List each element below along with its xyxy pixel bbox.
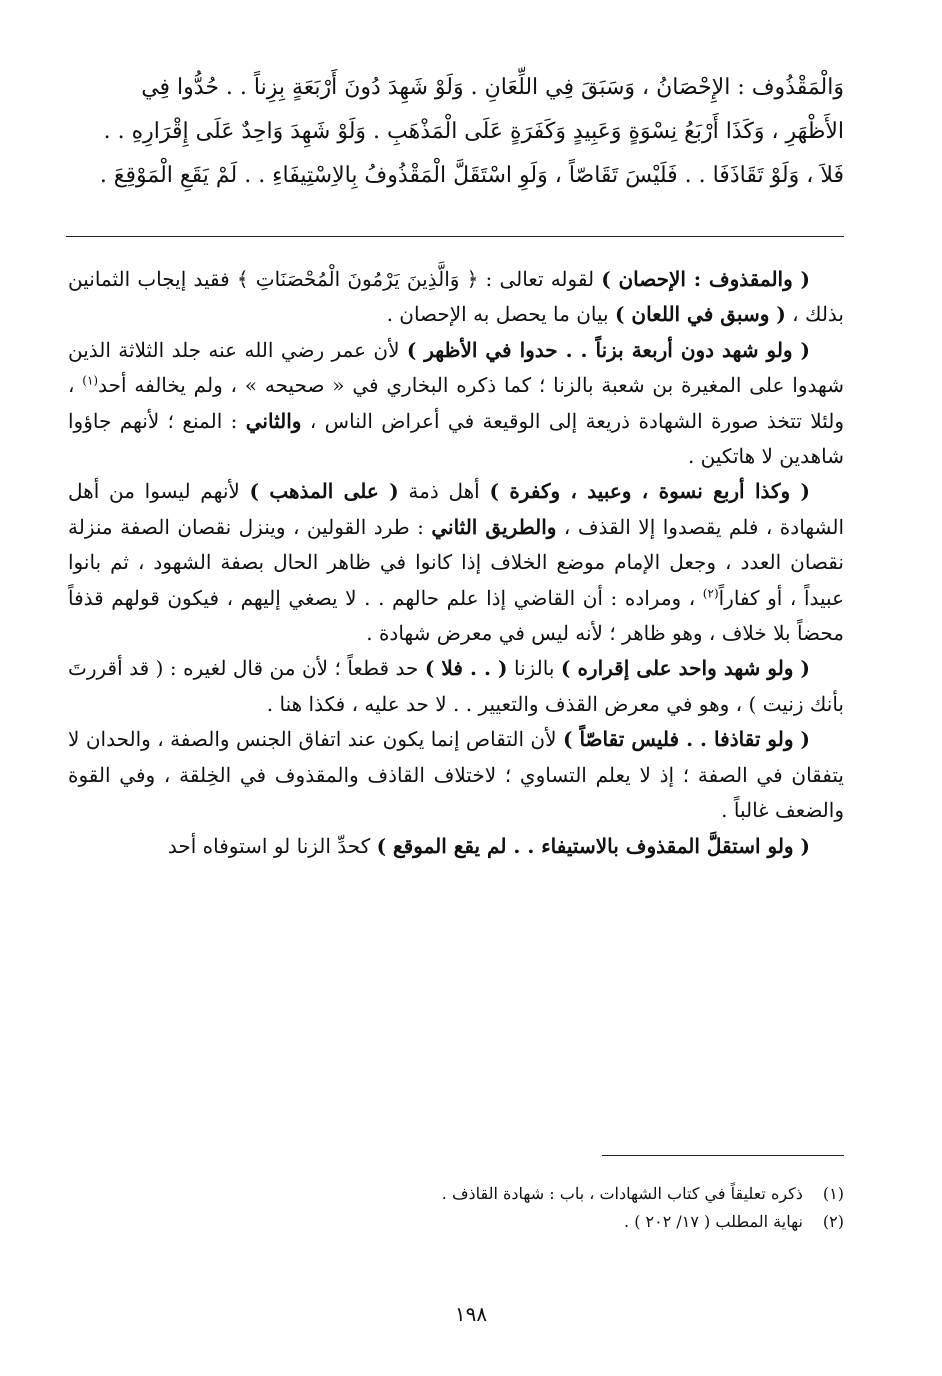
commentary-span: حد قطعاً ؛ لأن من قال لغيره : ( قد أقررتَ بأنك زنيت ) ، وهو في معرض القذف والتعيير . . لا حد عليه ، فكذا هنا . <box>68 656 844 716</box>
commentary-span: لقوله تعالى : ﴿ وَالَّذِينَ يَرْمُونَ الْمُحْصَنَاتِ ﴾ فقيد إيجاب الثمانين بذلك ، <box>68 267 844 327</box>
footnote-text: نهاية المطلب ( ١٧/ ٢٠٢ ) . <box>624 1212 803 1231</box>
quoted-matn: ( . . فلا ) <box>424 656 508 681</box>
quoted-matn: ( على المذهب ) <box>249 479 399 504</box>
separator-rule <box>66 236 844 237</box>
commentary-span: ، ولئلا تتخذ صورة الشهادة ذريعة إلى الوقيعة في أعراض الناس ، <box>68 373 845 433</box>
quoted-matn: ( ولو تقاذفا . . فليس تقاصّاً ) <box>562 727 810 752</box>
footnote-marker: (٢) <box>702 586 719 600</box>
footnote-separator <box>602 1155 844 1156</box>
quoted-matn: ( ولو شهد دون أربعة بزناً . . حدوا في الأظهر ) <box>406 337 810 362</box>
commentary-span: كحدِّ الزنا لو استوفاه أحد <box>167 833 377 858</box>
commentary-paragraph <box>68 651 844 722</box>
footnote <box>68 1208 844 1236</box>
commentary-paragraph <box>68 474 844 651</box>
footnote-number: (٢) <box>822 1212 844 1231</box>
quoted-matn: ( وكذا أربع نسوة ، وعبيد ، وكفرة ) <box>489 479 811 504</box>
commentary-paragraph <box>68 333 844 475</box>
matn-text <box>68 66 844 198</box>
commentary-span: لأنهم ليسوا من أهل الشهادة ، فلم يقصدوا إلا القذف ، <box>68 479 844 539</box>
footnote-marker: (١) <box>82 373 99 388</box>
quoted-matn: ( ولو شهد واحد على إقراره ) <box>560 656 810 681</box>
quoted-matn: ( وسبق في اللعان ) <box>614 302 786 327</box>
commentary-span: أهل ذمة <box>398 479 490 504</box>
commentary-span: لأن التقاص إنما يكون عند اتفاق الجنس والصفة ، والحدان لا يتفقان في الصفة ؛ إذ لا يعلم التساوي ؛ لاختلاف القاذف والمقذوف في الخِلقة ، وفي القوة والضعف غالباً . <box>68 727 844 823</box>
matn-line: فَلاَ ، وَلَوْ تَقَاذَفَا . . فَلَيْسَ تَقَاصّاً ، وَلَوِ اسْتَقَلَّ الْمَقْذُوفُ بِالاِسْتِيفَاءِ . . لَمْ يَقَعِ الْمَوْقِعَ . <box>99 163 844 188</box>
bold-term: والطريق الثاني <box>431 514 557 539</box>
commentary-paragraph <box>68 722 844 828</box>
commentary-span: بيان ما يحصل به الإحصان . <box>386 302 615 327</box>
commentary-paragraph <box>68 829 844 864</box>
footnote-number: (١) <box>822 1184 844 1203</box>
commentary-span: ، ومراده : أن القاضي إذا علم حالهم . . لا يصغي إليهم ، فيكون قولهم قذفاً محضاً بلا خلاف ، وهو ظاهر ؛ لأنه ليس في معرض شهادة . <box>68 585 844 646</box>
bold-term: والثاني <box>245 408 302 433</box>
commentary-span: : طرد القولين ، وينزل نقصان الصفة منزلة نقصان العدد ، وجعل الإمام موضع الخلاف إذا كانوا في ظاهر الحال بصفة الشهود ، ثم بانوا عبيداً ، أو كفاراً <box>68 514 844 610</box>
footnote-text: ذكره تعليقاً في كتاب الشهادات ، باب : شهادة القاذف . <box>441 1184 803 1203</box>
footnotes <box>68 1180 844 1236</box>
quoted-matn: ( ولو استقلَّ المقذوف بالاستيفاء . . لم يقع الموقع ) <box>376 833 810 858</box>
page-number: ١٩٨ <box>454 1302 488 1326</box>
matn-line: الأَظْهَرِ ، وَكَذَا أَرْبَعُ نِسْوَةٍ وَعَبِيدٍ وَكَفَرَةٍ عَلَى الْمَذْهَبِ . وَلَوْ شَهِدَ وَاحِدٌ عَلَى إِقْرَارِهِ . . <box>103 119 844 144</box>
commentary-span: : المنع ؛ لأنهم جاؤوا شاهدين لا هاتكين . <box>68 408 844 469</box>
commentary-span: بالزنا <box>507 656 561 681</box>
quoted-matn: ( والمقذوف : الإحصان ) <box>601 267 810 291</box>
footnote <box>68 1180 844 1208</box>
commentary-paragraph <box>68 262 844 333</box>
commentary-span: لأن عمر رضي الله عنه جلد الثلاثة الذين شهدوا على المغيرة بن شعبة بالزنا ؛ كما ذكره البخاري في « صحيحه » ، ولم يخالفه أحد <box>68 337 844 398</box>
commentary-text <box>68 262 844 864</box>
matn-line: وَالْمَقْذُوف : الإِحْصَانُ ، وَسَبَقَ فِي اللِّعَانِ . وَلَوْ شَهِدَ دُونَ أَرْبَعَةٍ بِزِناً . . حُدُّوا فِي <box>141 75 844 100</box>
